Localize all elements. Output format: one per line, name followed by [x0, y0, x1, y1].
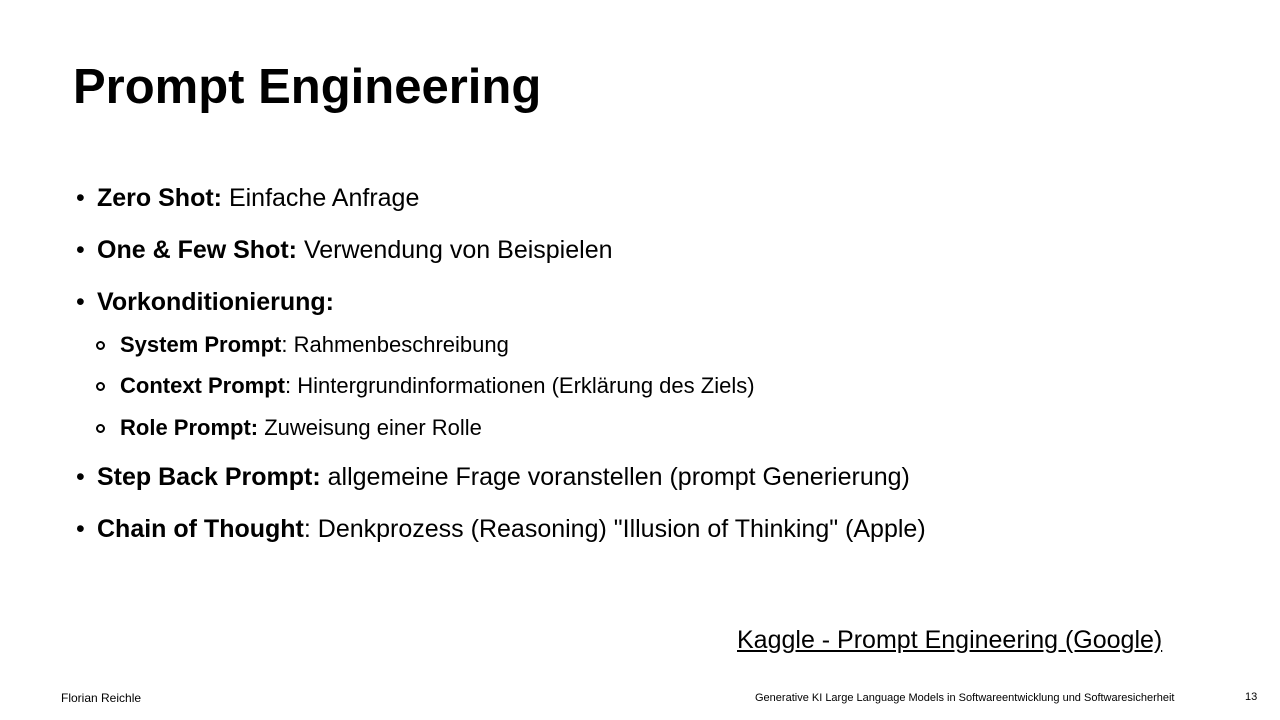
sub-bullet-system-prompt: [96, 332, 509, 358]
sub-bullet-description: : Rahmenbeschreibung: [281, 332, 509, 357]
bullet-marker: •: [76, 236, 85, 264]
footer-course-title: Generative KI Large Language Models in Softwareentwicklung und Softwaresicherheit: [755, 692, 1175, 704]
bullet-description: : Denkprozess (Reasoning) "Illusion of Thinking" (Apple): [303, 515, 926, 543]
bullet-zero-shot: [76, 183, 419, 213]
bullet-description: Verwendung von Beispielen: [297, 236, 613, 264]
circle-bullet-icon: [96, 341, 105, 350]
sub-bullet-description: Zuweisung einer Rolle: [258, 415, 482, 440]
bullet-step-back-prompt: [76, 462, 910, 492]
circle-bullet-icon: [96, 382, 105, 391]
sub-bullet-description: : Hintergrundinformationen (Erklärung des Ziels): [285, 373, 755, 398]
slide-title: Prompt Engineering: [73, 60, 542, 114]
sub-bullet-role-prompt: [96, 415, 482, 441]
bullet-marker: •: [76, 515, 85, 543]
bullet-term: Zero Shot:: [97, 184, 222, 212]
bullet-description: allgemeine Frage voranstellen (prompt Generierung): [320, 463, 910, 491]
bullet-marker: •: [76, 463, 85, 491]
bullet-description: Einfache Anfrage: [222, 184, 420, 212]
bullet-term: Chain of Thought: [97, 515, 304, 543]
bullet-marker: •: [76, 184, 85, 212]
bullet-marker: •: [76, 288, 85, 316]
bullet-one-few-shot: [76, 235, 613, 265]
sub-bullet-term: Context Prompt: [120, 373, 285, 398]
bullet-term: Vorkonditionierung:: [97, 288, 335, 316]
footer-author: Florian Reichle: [61, 691, 142, 705]
bullet-vorkonditionierung: [76, 287, 334, 317]
sub-bullet-context-prompt: [96, 373, 755, 399]
bullet-term: One & Few Shot:: [97, 236, 297, 264]
bullet-term: Step Back Prompt:: [97, 463, 321, 491]
kaggle-prompt-engineering-link[interactable]: Kaggle - Prompt Engineering (Google): [737, 626, 1163, 654]
sub-bullet-term: Role Prompt:: [120, 415, 259, 440]
page-number: 13: [1245, 691, 1258, 703]
circle-bullet-icon: [96, 424, 105, 433]
sub-bullet-term: System Prompt: [120, 332, 282, 357]
bullet-chain-of-thought: [76, 514, 926, 544]
